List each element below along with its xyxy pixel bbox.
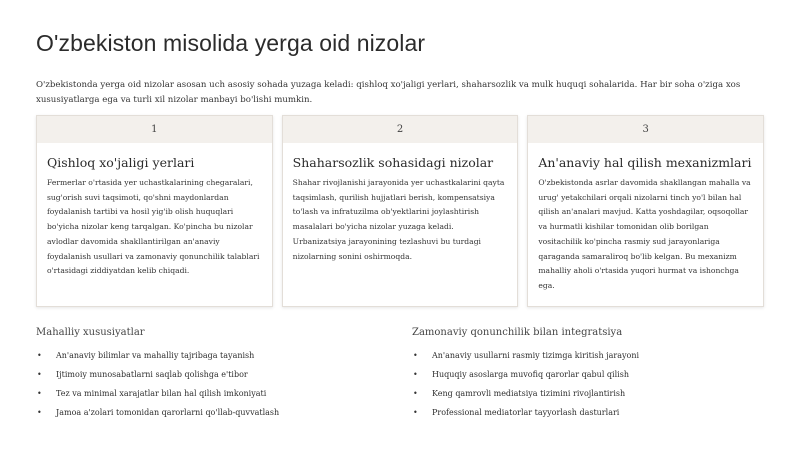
page-title: O'zbekiston misolida yerga oid nizolar bbox=[36, 30, 426, 56]
list-item-text: Professional mediatorlar tayyorlash dasturlari bbox=[432, 408, 620, 417]
card-number: 1 bbox=[37, 116, 272, 143]
bullet-icon: • bbox=[413, 389, 418, 398]
card-body: Fermerlar o'rtasida yer uchastkalarining chegaralari, sug'orish suvi taqsimoti, qo'shni maydonlardan foydalanish tartibi va hosil yig'ib olish huquqlari bo'yicha nizolar keng tarqalgan. Ko'pincha bu nizolar avlodlar davomida shakllantirilgan an'anaviy foydalanish usullari va zamonaviy qonunchilik talablari o'rtasidagi ziddiyatdan kelib chiqadi. bbox=[47, 178, 260, 276]
card-title: Shaharsozlik sohasidagi nizolar bbox=[292, 155, 494, 170]
bullet-icon: • bbox=[37, 389, 42, 398]
list-item-text: Tez va minimal xarajatlar bilan hal qilish imkoniyati bbox=[56, 389, 267, 398]
bullet-icon: • bbox=[37, 370, 42, 379]
card-body: O'zbekistonda asrlar davomida shakllangan mahalla va urug' yetakchilari orqali nizolarni tinch yo'l bilan hal qilish an'analari mavjud. Katta yoshdagilar, oqsoqollar va hurmatli kishilar tomonidan olib borilgan vositachilik ko'pincha rasmiy sud jarayonlariga qaraganda samaraliroq bo'lib kelgan. Bu mexanizm mahalliy aholi o'rtasida yuqori hurmat va ishonchga ega. bbox=[538, 178, 751, 290]
card-title: Qishloq xo'jaligi yerlari bbox=[47, 155, 195, 170]
card-number: 2 bbox=[283, 116, 518, 143]
list-item-text: Ijtimoiy munosabatlarni saqlab qolishga e'tibor bbox=[56, 370, 248, 379]
card-number: 3 bbox=[528, 116, 763, 143]
list-item-text: An'anaviy usullarni rasmiy tizimga kiritish jarayoni bbox=[432, 351, 640, 360]
list-item bbox=[36, 346, 396, 365]
card-urban-planning bbox=[282, 115, 519, 307]
list-item bbox=[412, 403, 772, 422]
card-traditional-mechanisms bbox=[527, 115, 764, 307]
local-features-section bbox=[36, 327, 396, 422]
section-title: Zamonaviy qonunchilik bilan integratsiya bbox=[412, 327, 623, 338]
list-item bbox=[412, 346, 772, 365]
list-item-text: Huquqiy asoslarga muvofiq qarorlar qabul qilish bbox=[432, 370, 629, 379]
bullet-list bbox=[36, 346, 396, 422]
cards-row bbox=[36, 115, 764, 307]
bullet-icon: • bbox=[413, 351, 418, 360]
list-item-text: Jamoa a'zolari tomonidan qarorlarni qo'llab-quvvatlash bbox=[56, 408, 280, 417]
list-item bbox=[412, 365, 772, 384]
card-title: An'anaviy hal qilish mexanizmlari bbox=[538, 155, 752, 170]
bullet-icon: • bbox=[413, 370, 418, 379]
modern-integration-section bbox=[412, 327, 772, 422]
list-item bbox=[36, 365, 396, 384]
card-body: Shahar rivojlanishi jarayonida yer uchastkalarini qayta taqsimlash, qurilish hujjatlari berish, kompensatsiya to'lash va infratuzilma ob'yektlarini joylashtirish masalalari bo'yicha nizolar yuzaga keladi. Urbanizatsiya jarayonining tezlashuvi bu turdagi nizolarning sonini oshirmoqda. bbox=[292, 178, 505, 261]
section-title: Mahalliy xususiyatlar bbox=[36, 327, 145, 338]
list-item bbox=[412, 384, 772, 403]
intro-paragraph: O'zbekistonda yerga oid nizolar asosan uch asosiy sohada yuzaga keladi: qishloq xo'jaligi yerlari, shaharsozlik va mulk huquqi sohalarida. Har bir soha o'ziga xos xususiyatlarga ega va turli xil nizolar manbayi bo'lishi mumkin. bbox=[36, 80, 741, 105]
list-item-text: An'anaviy bilimlar va mahalliy tajribaga tayanish bbox=[56, 351, 255, 360]
list-item-text: Keng qamrovli mediatsiya tizimini rivojlantirish bbox=[432, 389, 626, 398]
list-item bbox=[36, 384, 396, 403]
card-agriculture bbox=[36, 115, 273, 307]
bullet-icon: • bbox=[413, 408, 418, 417]
bullet-icon: • bbox=[37, 408, 42, 417]
bullet-icon: • bbox=[37, 351, 42, 360]
list-item bbox=[36, 403, 396, 422]
bullet-list bbox=[412, 346, 772, 422]
